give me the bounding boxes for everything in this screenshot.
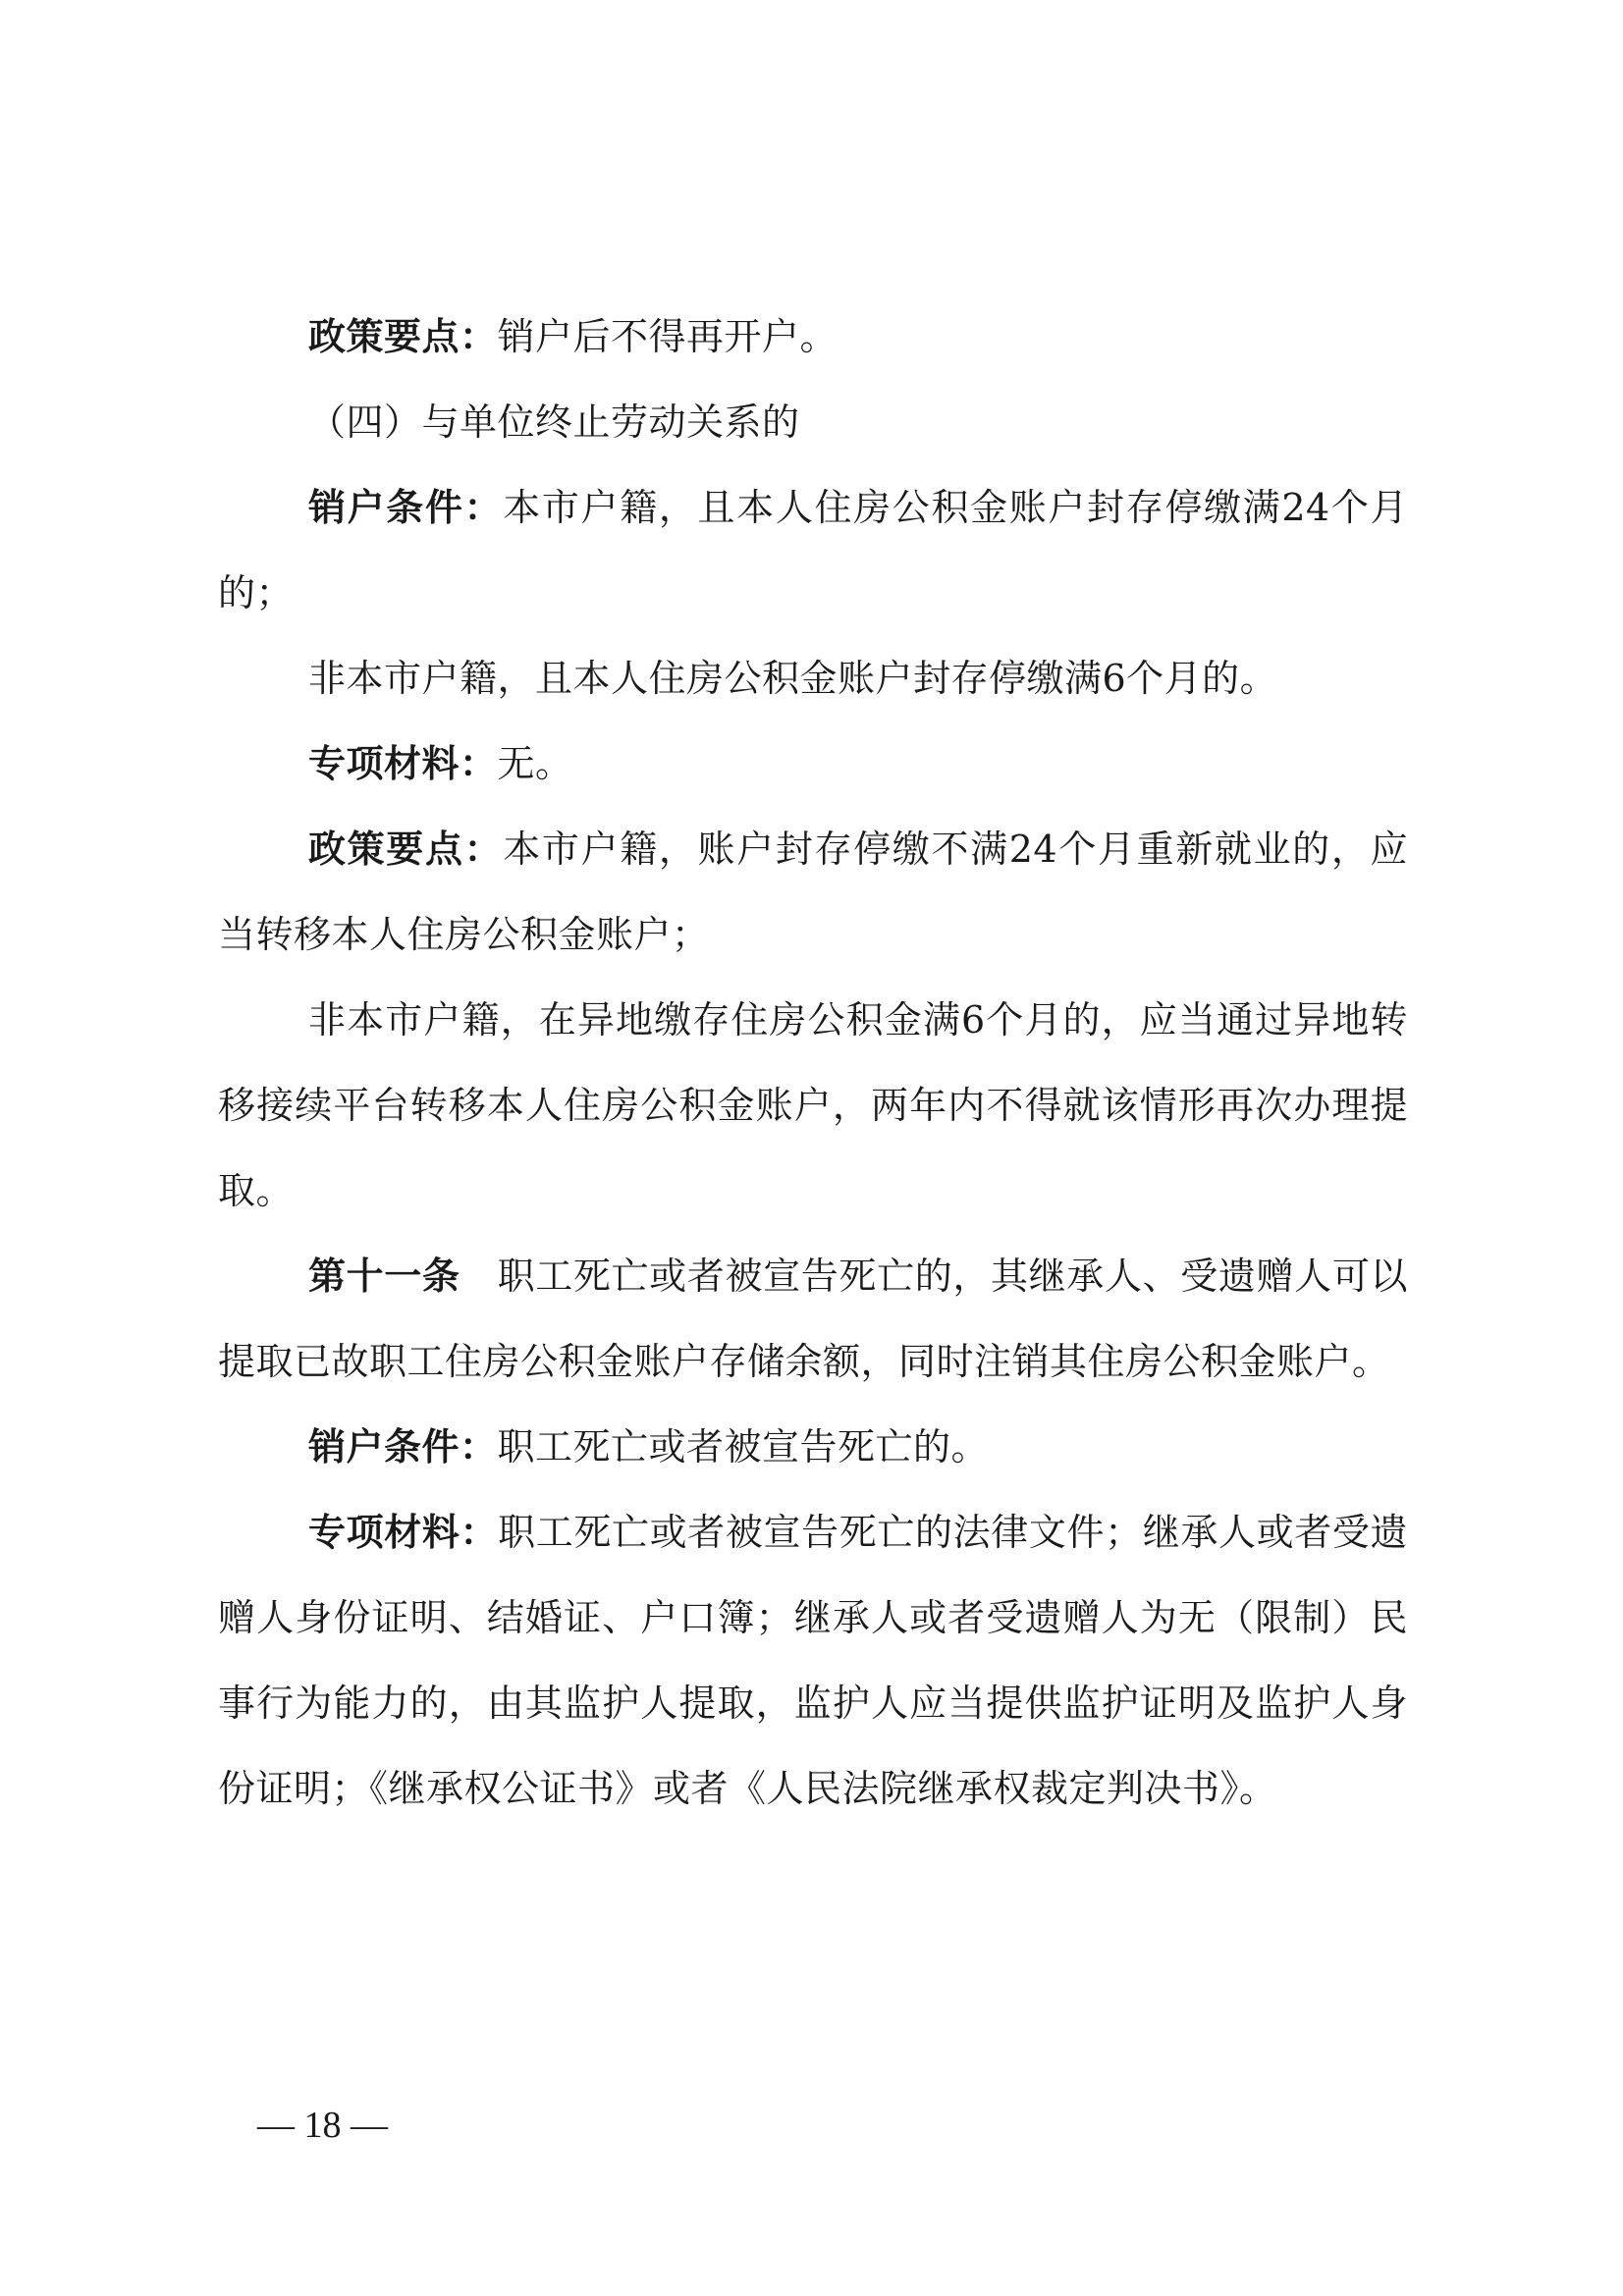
article-label: 第十一条 — [308, 1255, 460, 1298]
paragraph-label: 销户条件： — [308, 486, 504, 529]
paragraph-non-local — [218, 636, 1408, 721]
paragraph-closing-condition-1 — [218, 465, 1408, 636]
document-body — [218, 294, 1408, 1832]
paragraph-closing-condition-2 — [218, 1405, 1408, 1490]
paragraph-policy-note-2 — [218, 807, 1408, 978]
paragraph-text: 非本市户籍，且本人住房公积金账户封存停缴满6个月的。 — [308, 657, 1278, 700]
page-number: — 18 — — [257, 2105, 388, 2146]
paragraph-label: 销户条件： — [308, 1425, 498, 1468]
paragraph-label: 政策要点： — [308, 315, 498, 358]
paragraph-special-materials-2 — [218, 1490, 1408, 1832]
section-heading-4 — [218, 380, 1408, 465]
paragraph-text: （四）与单位终止劳动关系的 — [308, 400, 800, 444]
paragraph-text: 职工死亡或者被宣告死亡的。 — [497, 1425, 990, 1468]
paragraph-text: 职工死亡或者被宣告死亡的，其继承人、受遗赠人可以提取已故职工住房公积金账户存储余额，同时注销其住房公积金账户。 — [218, 1255, 1408, 1383]
paragraph-text: 销户后不得再开户。 — [497, 315, 839, 358]
paragraph-label: 专项材料： — [308, 742, 498, 785]
paragraph-non-local-transfer — [218, 978, 1408, 1234]
paragraph-special-materials-1 — [218, 721, 1408, 807]
paragraph-text: 本市户籍，账户封存停缴不满24个月重新就业的，应当转移本人住房公积金账户； — [218, 828, 1408, 956]
paragraph-policy-note-1 — [218, 294, 1408, 380]
paragraph-label: 政策要点： — [308, 828, 504, 871]
paragraph-text: 非本市户籍，在异地缴存住房公积金满6个月的，应当通过异地转移接续平台转移本人住房公积金账户，两年内不得就该情形再次办理提取。 — [218, 998, 1408, 1212]
paragraph-label: 专项材料： — [308, 1511, 499, 1554]
paragraph-text: 本市户籍，且本人住房公积金账户封存停缴满24个月的； — [218, 486, 1408, 614]
paragraph-text: 职工死亡或者被宣告死亡的法律文件；继承人或者受遗赠人身份证明、结婚证、户口簿；继承人或者受遗赠人为无（限制）民事行为能力的，由其监护人提取，监护人应当提供监护证明及监护人身份证明；《继承权公证书》或者《人民法院继承权裁定判决书》。 — [218, 1511, 1408, 1810]
paragraph-text: 无。 — [497, 742, 573, 785]
article-11 — [218, 1234, 1408, 1405]
